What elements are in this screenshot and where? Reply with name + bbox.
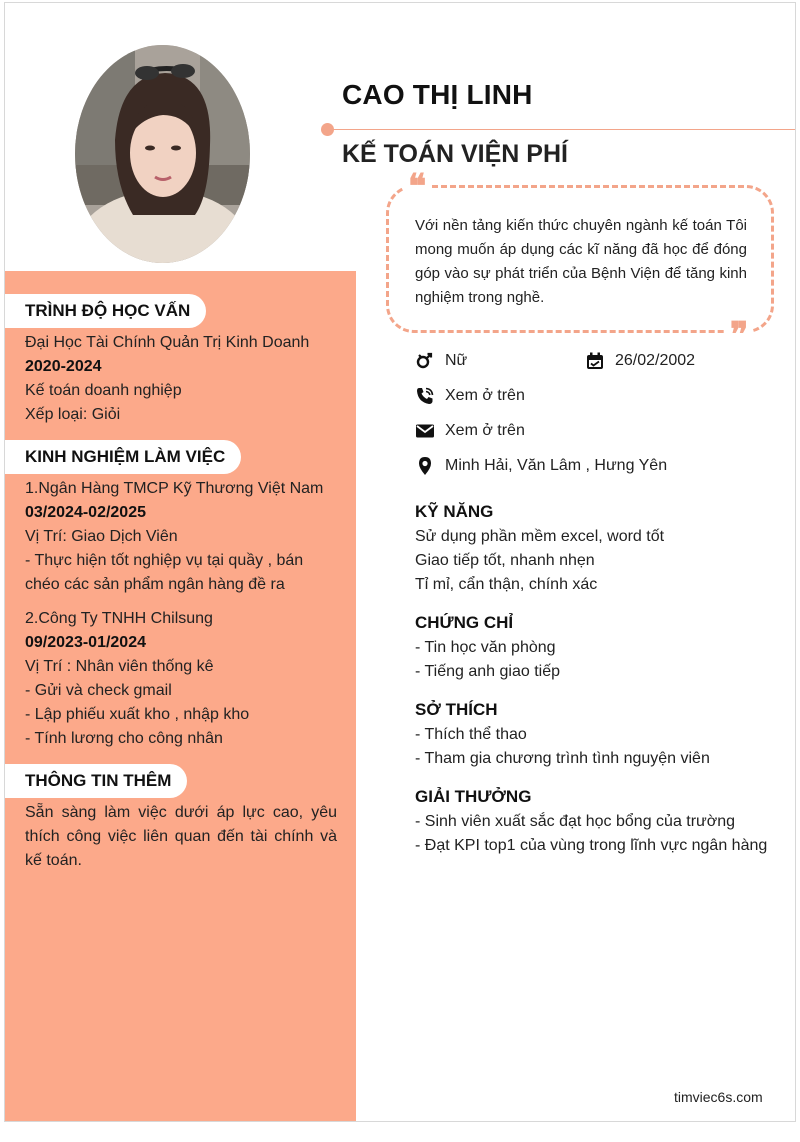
job-duty: - Thực hiện tốt nghiệp vụ tại quầy , bán chéo các sản phẩm ngân hàng đề ra [25,552,304,593]
certificates-list [415,636,560,684]
location-pin-icon [415,456,435,476]
skill-item: Sử dụng phần mềm excel, word tốt [415,528,665,545]
hobby-item: - Thích thể thao [415,726,527,743]
job-duty: - Tính lương cho công nhân [25,730,223,747]
job-position: Vị Trí: Giao Dịch Viên [25,528,178,545]
awards-heading: GIẢI THƯỞNG [415,787,532,806]
awards-list [415,810,767,858]
education-heading: TRÌNH ĐỘ HỌC VẤN [5,294,206,328]
phone-value: Xem ở trên [445,387,525,404]
job-company: 2.Công Ty TNHH Chilsung [25,610,213,627]
education-major: Kế toán doanh nghiệp [25,382,182,399]
certificates-heading: CHỨNG CHỈ [415,613,514,632]
more-info-section [25,801,337,873]
award-item: - Đạt KPI top1 của vùng trong lĩnh vực ngân hàng [415,837,768,854]
candidate-name: CAO THỊ LINH [342,79,533,110]
education-school: Đại Học Tài Chính Quản Trị Kinh Doanh [25,334,310,351]
cv-page [4,2,796,1122]
award-item: - Sinh viên xuất sắc đạt học bổng của trường [415,813,736,830]
hobbies-heading: SỞ THÍCH [415,700,498,719]
skills-list [415,525,664,597]
education-section [25,331,337,427]
more-info-text: Sẵn sàng làm việc dưới áp lực cao, yêu thích công việc liên quan đến tài chính và kế toán. [25,804,337,869]
job-title: KẾ TOÁN VIỆN PHÍ [342,140,568,168]
education-period: 2020-2024 [25,358,102,375]
job-company: 1.Ngân Hàng TMCP Kỹ Thương Việt Nam [25,480,324,497]
calendar-icon [585,351,605,371]
skill-item: Giao tiếp tốt, nhanh nhẹn [415,552,595,569]
profile-photo [75,45,250,263]
title-divider [327,129,796,130]
job-period: 09/2023-01/2024 [25,634,146,651]
title-divider-dot [321,123,334,136]
job-duty: - Gửi và check gmail [25,682,172,699]
job-duty: - Lập phiếu xuất kho , nhập kho [25,706,250,723]
objective-text: Với nền tảng kiến thức chuyên ngành kế toán Tôi mong muốn áp dụng các kĩ năng đã học để đóng góp vào sự phát triển của Bệnh Viện để tăng kinh nghiệm trong nghề. [415,217,747,306]
quote-open-icon: ❝ [404,177,430,199]
certificate-item: - Tin học văn phòng [415,639,556,656]
envelope-icon [415,421,435,441]
education-grade: Xếp loại: Giỏi [25,406,121,423]
certificate-item: - Tiếng anh giao tiếp [415,663,560,680]
experience-heading: KINH NGHIỆM LÀM VIỆC [5,440,241,474]
more-info-heading: THÔNG TIN THÊM [5,764,187,798]
job-position: Vị Trí : Nhân viên thống kê [25,658,214,675]
email-value: Xem ở trên [445,422,525,439]
skills-heading: KỸ NĂNG [415,502,494,521]
phone-icon [415,386,435,406]
hobbies-list [415,723,710,771]
gender-value: Nữ [445,352,468,369]
experience-section [25,477,337,751]
job-period: 03/2024-02/2025 [25,504,146,521]
footer-brand: timviec6s.com [674,1089,763,1105]
hobby-item: - Tham gia chương trình tình nguyện viên [415,750,710,767]
gender-icon [415,351,435,371]
quote-close-icon: ❞ [726,325,752,347]
birthday-value: 26/02/2002 [615,352,696,369]
skill-item: Tỉ mỉ, cẩn thận, chính xác [415,576,598,593]
objective-box [386,185,774,333]
address-value: Minh Hải, Văn Lâm , Hưng Yên [445,457,668,474]
